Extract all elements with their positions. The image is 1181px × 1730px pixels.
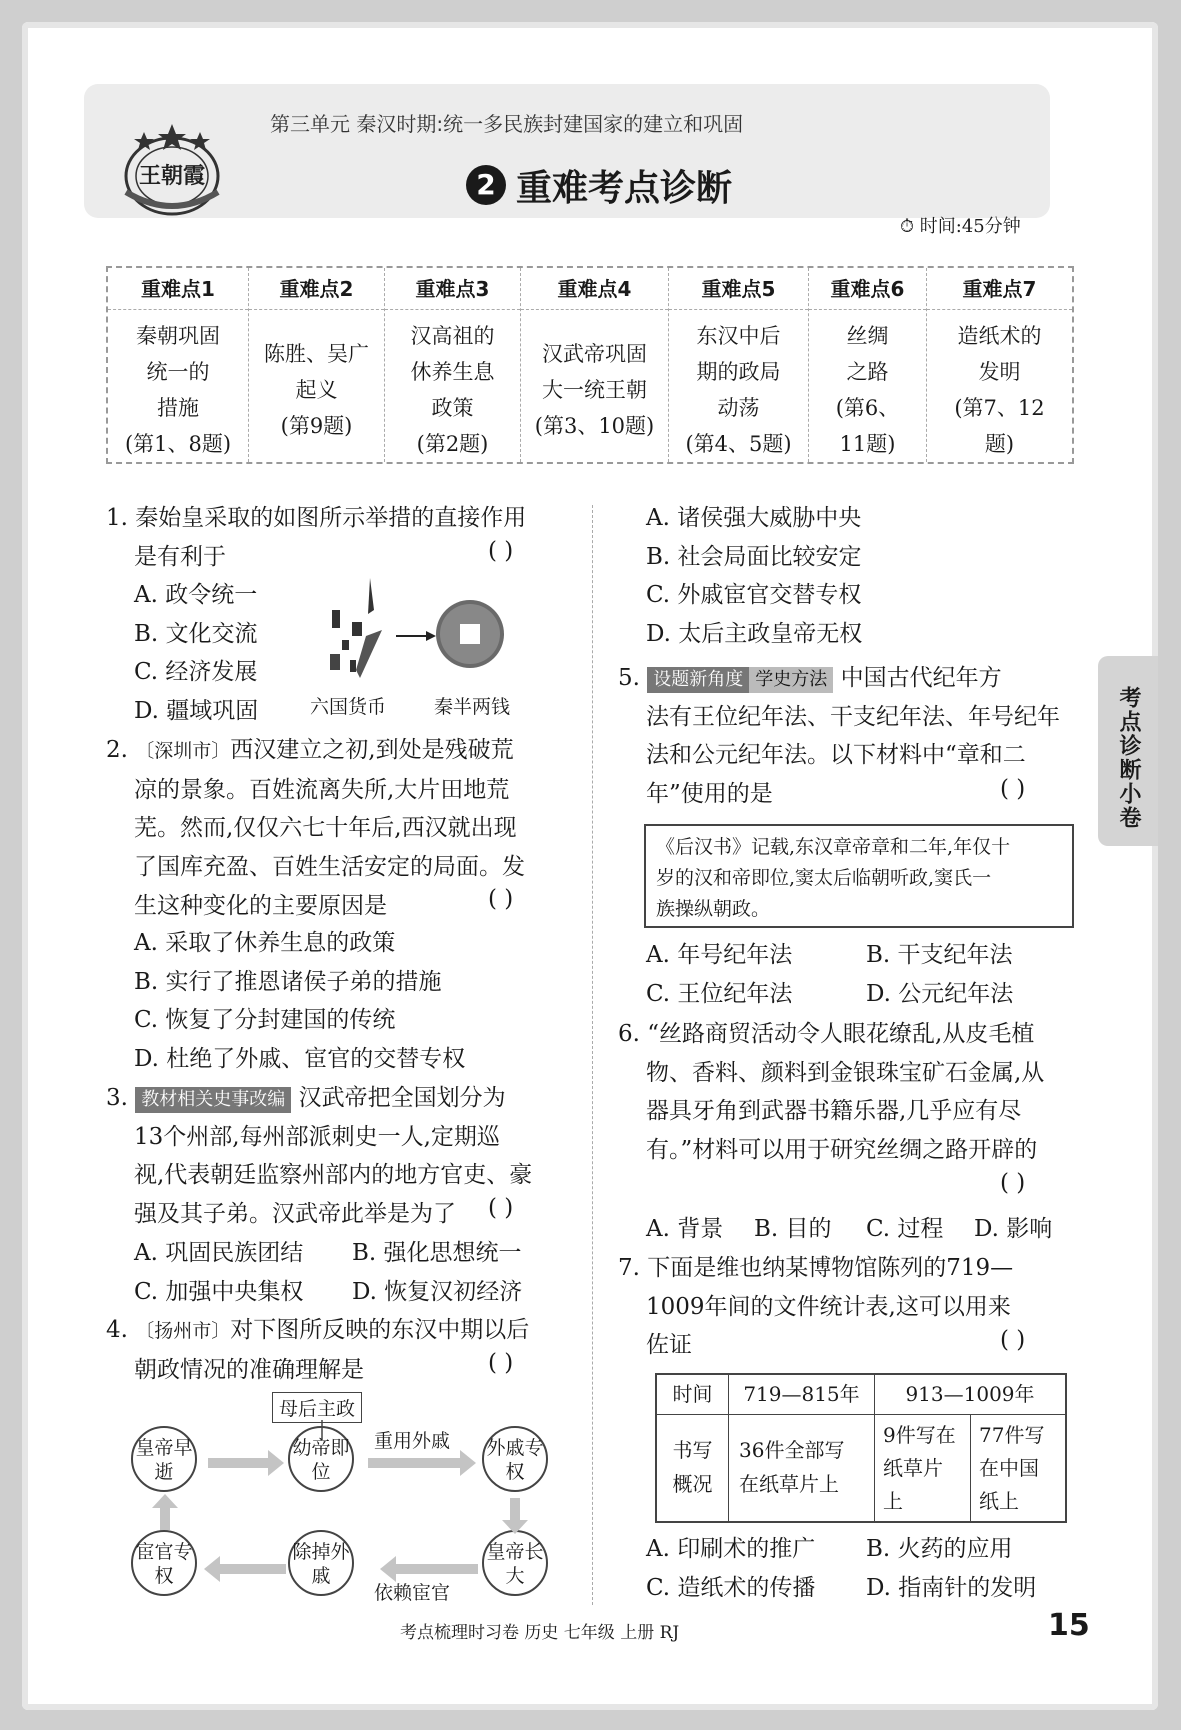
question-tag: 教材相关史事改编 [135,1087,291,1113]
key-point-line: 东汉中后 [696,324,781,348]
answer-blank-1[interactable]: ( ) [488,538,514,564]
table-cell: 77件写在中国纸上 [979,1423,1045,1513]
side-tab: 考点诊断小卷 [1098,656,1158,846]
key-point-heading: 重难点4 [521,268,668,310]
option[interactable]: C. 外戚宦官交替专权 [646,582,862,609]
option[interactable]: A. 巩固民族团结 [134,1240,304,1266]
option[interactable]: C. 王位纪年法 [646,980,793,1007]
key-point-heading: 重难点6 [809,268,926,310]
question-7: 7. 下面是维也纳某博物馆陈列的719— 1009年间的文件统计表,这可以用来 佐证 [618,1255,1014,1359]
caption-qin-coin: 秦半两钱 [434,696,511,718]
key-point-line: (第6、 [835,396,900,420]
cycle-arrows [100,1420,580,1620]
question-tag: 学史方法 [749,667,833,693]
option[interactable]: D. 杜绝了外戚、宦官的交替专权 [134,1046,466,1073]
key-point-line: 发明 [978,360,1021,384]
footer-text: 考点梳理时习卷 历史 七年级 上册 RJ [400,1623,680,1643]
diagram-top-box: 母后主政 [272,1392,362,1423]
key-point-line: 起义 [295,378,338,402]
option[interactable]: B. 目的 [754,1216,832,1242]
question-4-options [646,499,862,654]
answer-blank-3[interactable]: ( ) [488,1195,514,1221]
key-point-column [384,268,520,462]
key-point-line: (第9题) [280,414,353,438]
key-point-line: (第1、8题) [124,432,232,456]
option[interactable]: B. 干支纪年法 [866,942,1013,968]
option[interactable]: C. 过程 [866,1216,944,1242]
clock-icon: ⏱ [900,216,915,237]
key-point-line: 动荡 [717,396,760,420]
question-tag: 设题新角度 [647,667,749,693]
key-point-line: 题) [984,432,1015,456]
question-1-options [134,576,258,731]
key-point-heading: 重难点2 [249,268,384,310]
key-point-line: 大一统王朝 [542,378,647,402]
key-point-line: (第3、10题) [534,414,655,438]
source-quote: 《后汉书》记载,东汉章帝章和二年,年仅十 岁的汉和帝即位,窦太后临朝听政,窦氏一 族操纵朝政。 [644,824,1074,928]
option[interactable]: D. 公元纪年法 [866,980,1014,1007]
svg-text:王朝霞: 王朝霞 [138,163,206,189]
node-child-emperor: 幼帝即位 [288,1426,354,1492]
question-6-options [646,1210,1052,1249]
key-point-line: 汉高祖的 [410,324,495,348]
option[interactable]: A. 政令统一 [134,582,258,608]
option[interactable]: B. 文化交流 [134,620,258,647]
option[interactable]: B. 强化思想统一 [352,1240,522,1266]
option[interactable]: A. 背景 [646,1216,724,1242]
table-header-cell: 913—1009年 [875,1375,1065,1415]
option[interactable]: D. 恢复汉初经济 [352,1278,523,1305]
key-point-body [108,310,248,462]
key-point-body [249,310,384,444]
question-2-options [134,924,465,1079]
document-stats-table [655,1373,1067,1523]
node-emperor-early-death: 皇帝早逝 [131,1426,197,1492]
table-row-header: 书写概况 [657,1415,729,1521]
key-point-column [808,268,926,462]
question-2: 2. 〔深圳市〕西汉建立之初,到处是残破荒 凉的景象。百姓流离失所,大片田地荒 芜。然而,仅仅六七十年后,西汉就出现 了国库充盈、百姓生活安定的局面。发 生这种变化的主要原因是 [106,737,525,919]
option[interactable]: A. 印刷术的推广 [646,1536,816,1562]
key-point-line: 统一的 [146,360,210,384]
option[interactable]: D. 疆域巩固 [134,698,259,725]
answer-blank-4[interactable]: ( ) [488,1350,514,1376]
key-point-column [926,268,1072,462]
key-point-heading: 重难点1 [108,268,248,310]
option[interactable]: C. 加强中央集权 [134,1278,304,1305]
key-point-column [520,268,668,462]
key-point-line: 丝绸 [846,324,889,348]
key-point-line: 汉武帝巩固 [542,342,647,366]
section-title: 重难考点诊断 [516,168,733,209]
option[interactable]: C. 恢复了分封建国的传统 [134,1007,396,1034]
key-point-heading: 重难点5 [669,268,808,310]
option[interactable]: D. 影响 [974,1216,1053,1242]
key-point-body [927,310,1072,462]
brand-logo [112,120,232,220]
unit-title: 第三单元 秦汉时期:统一多民族封建国家的建立和巩固 [270,112,744,136]
key-point-body [809,310,926,462]
key-point-body [521,310,668,444]
key-point-line: (第7、12 [954,396,1045,420]
key-point-heading: 重难点3 [385,268,520,310]
key-point-line: 陈胜、吴广 [264,342,369,366]
node-remove-consort: 除掉外戚 [288,1530,354,1596]
answer-blank-2[interactable]: ( ) [488,886,514,912]
option[interactable]: B. 火药的应用 [866,1536,1013,1562]
key-point-line: 休养生息 [410,360,495,384]
page-number: 15 [1048,1608,1090,1643]
table-cell: 36件全部写在纸草片上 [729,1415,875,1521]
option[interactable]: D. 指南针的发明 [866,1574,1037,1601]
option[interactable]: A. 年号纪年法 [646,942,793,968]
table-header-cell: 719—815年 [729,1375,875,1415]
node-emperor-grows-up: 皇帝长大 [482,1530,548,1596]
node-consort-power: 外戚专权 [482,1426,548,1492]
column-divider [592,505,593,1605]
option[interactable]: A. 诸侯强大威胁中央 [646,505,862,531]
question-4: 4. 〔扬州市〕对下图所反映的东汉中期以后 朝政情况的准确理解是 [106,1317,530,1383]
key-point-line: 秦朝巩固 [136,324,220,348]
label-use-consorts: 重用外戚 [374,1430,451,1452]
table-cell: 9件写在纸草片上 [875,1415,971,1521]
key-point-line: (第2题) [416,432,489,456]
option[interactable]: C. 造纸术的传播 [646,1574,816,1601]
time-limit: ⏱ 时间:45分钟 [900,216,1021,237]
option[interactable]: D. 太后主政皇帝无权 [646,621,863,648]
node-eunuch-power: 宦官专权 [131,1530,197,1596]
question-3-options [134,1234,522,1311]
coins-illustration [320,570,520,690]
question-3: 3. 教材相关史事改编 汉武帝把全国划分为 13个州部,每州部派刺史一人,定期巡 视,代表朝廷监察州部内的地方官吏、豪 强及其子弟。汉武帝此举是为了 [106,1085,533,1228]
key-points-table [106,266,1074,464]
label-rely-eunuchs: 依赖宦官 [374,1582,451,1604]
key-point-column [108,268,248,462]
table-header-cell: 时间 [657,1375,729,1415]
key-point-body [385,310,520,462]
section-number-badge: 2 [466,165,506,205]
option[interactable]: B. 社会局面比较安定 [646,543,862,570]
key-point-column [668,268,808,462]
option[interactable]: B. 实行了推恩诸侯子弟的措施 [134,968,442,995]
key-point-heading: 重难点7 [927,268,1072,310]
key-point-line: 之路 [846,360,889,384]
question-6: 6. “丝路商贸活动令人眼花缭乱,从皮毛植 物、香料、颜料到金银珠宝矿石金属,从 器具牙角到武器书籍乐器,几乎应有尽 有。”材料可以用于研究丝绸之路开辟的 [618,1021,1045,1164]
question-5: 5. 设题新角度 学史方法 中国古代纪年方 法有王位纪年法、干支纪年法、年号纪年 法和公元纪年法。以下材料中“章和二 年”使用的是 [618,665,1060,808]
question-1: 1. 秦始皇采取的如图所示举措的直接作用 是有利于 [106,505,527,570]
answer-blank-6[interactable]: ( ) [1000,1170,1026,1196]
key-point-line: 11题) [839,432,896,456]
answer-blank-5[interactable]: ( ) [1000,776,1026,802]
answer-blank-7[interactable]: ( ) [1000,1327,1026,1353]
key-point-line: (第4、5题) [685,432,792,456]
key-point-body [669,310,808,462]
key-point-line: 措施 [157,396,199,420]
key-point-line: 政策 [431,396,474,420]
caption-six-kingdom-coins: 六国货币 [310,696,387,718]
key-point-line: 造纸术的 [957,324,1042,348]
question-7-options [646,1530,1036,1607]
question-5-options [646,936,1013,1013]
key-point-column [248,268,384,462]
option[interactable]: C. 经济发展 [134,659,258,686]
key-point-line: 期的政局 [696,360,781,384]
option[interactable]: A. 采取了休养生息的政策 [134,930,396,956]
